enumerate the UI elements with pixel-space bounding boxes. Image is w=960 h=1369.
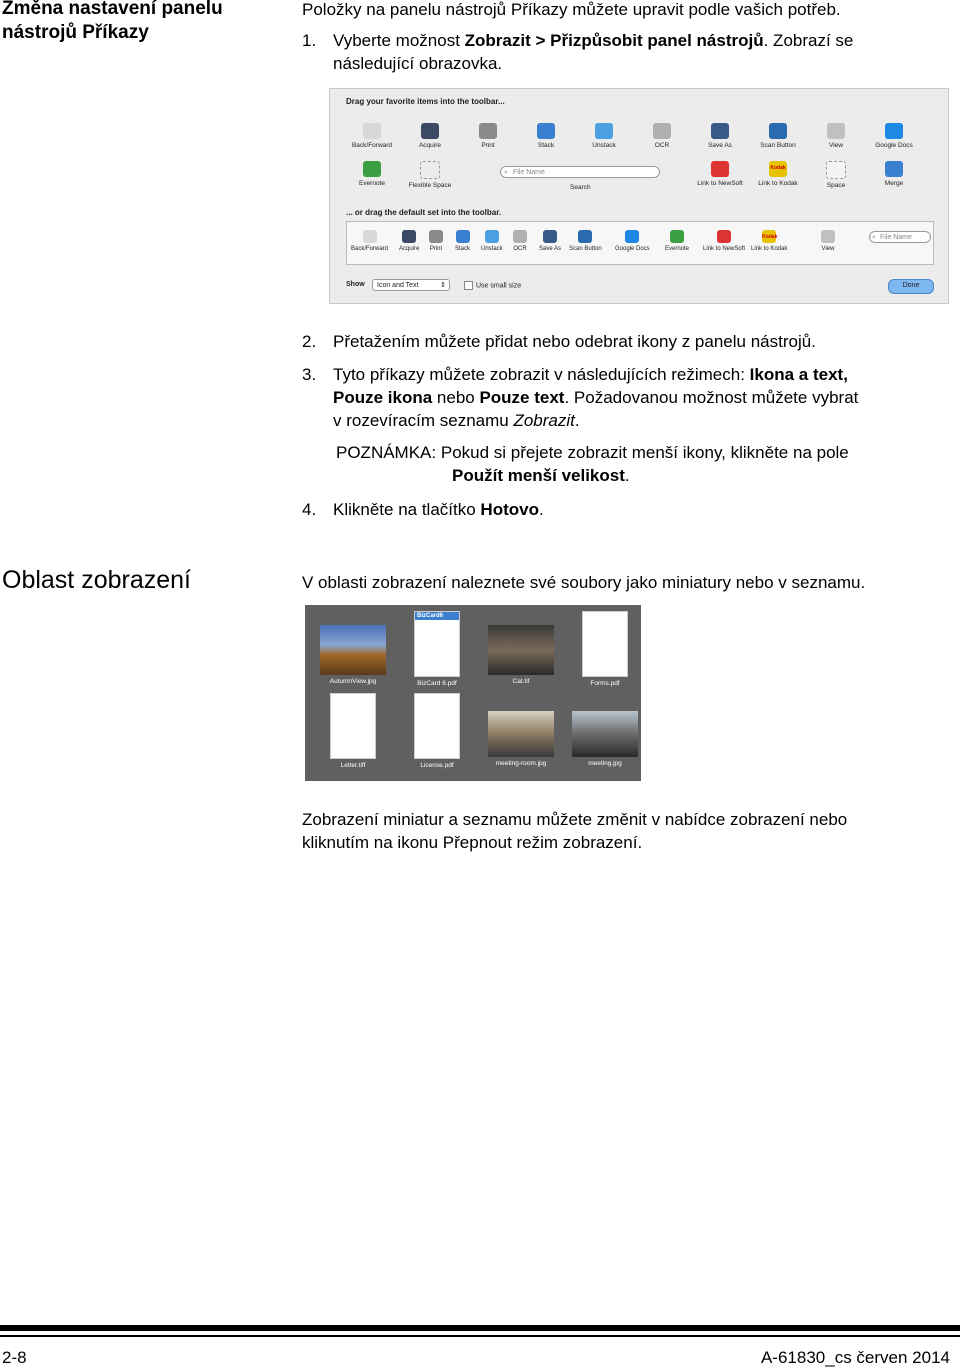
toolbar-intro: Položky na panelu nástrojů Příkazy můžete upravit podle vašich potřeb. (302, 0, 841, 19)
toolbar-item-label: Scan Button (760, 142, 796, 149)
thumbnail-caption: Letter.tiff (340, 762, 366, 769)
note-label: POZNÁMKA: (336, 443, 437, 462)
toolbar-item-back-forward[interactable] (344, 123, 400, 149)
toolbar-item-evernote[interactable] (344, 161, 400, 187)
toolbar-item-default-acquire (399, 230, 419, 252)
toolbar-item-default-link-to-kodak (751, 230, 787, 252)
section-title-toolbar (2, 0, 223, 45)
toolbar-item-label: Evernote (665, 246, 690, 252)
thumbnail-caption: License.pdf (420, 762, 454, 769)
photo-thumbnail-icon (572, 711, 638, 757)
toolbar-item-default-evernote (665, 230, 689, 252)
view-icon (827, 123, 845, 139)
stack-icon (456, 230, 470, 243)
toolbar-item-label: Print (481, 142, 495, 149)
unstack-icon (485, 230, 499, 243)
step-2-number: 2. (302, 332, 317, 351)
newsoft-icon (711, 161, 729, 177)
search-icon: ⌕ (872, 234, 876, 241)
save-icon (711, 123, 729, 139)
toolbar-item-label: Google Docs (615, 246, 650, 252)
toolbar-item-default-back-forward (351, 230, 388, 252)
thumbnail-item[interactable] (479, 693, 563, 767)
thumbnail-view-screenshot (305, 605, 641, 781)
merge-icon (885, 161, 903, 177)
scan-button-icon (769, 123, 787, 139)
toolbar-item-label: View (821, 246, 835, 252)
photo-thumbnail-icon (488, 625, 554, 675)
step-2 (302, 330, 942, 353)
thumbnail-item[interactable] (395, 693, 479, 769)
toolbar-item-google-docs[interactable] (866, 123, 922, 149)
toolbar-item-label: Acquire (418, 142, 442, 149)
flexible-space-icon (420, 161, 440, 179)
toolbar-item-label: Print (429, 246, 443, 252)
toolbar-item-default-view (821, 230, 835, 252)
toolbar-item-label: View (829, 142, 843, 149)
thumbnail-item[interactable] (563, 611, 647, 687)
toolbar-item-link-to-newsoft[interactable] (692, 161, 748, 187)
toolbar-item-default-scan-button (569, 230, 602, 252)
scan-button-icon (578, 230, 592, 243)
back-forward-icon (363, 230, 377, 243)
toolbar-item-unstack[interactable] (576, 123, 632, 149)
pdf-thumbnail-icon (414, 693, 460, 759)
toolbar-item-label: Stack (537, 142, 555, 149)
toolbar-item-label: OCR (513, 246, 527, 252)
display-area-outro (302, 808, 847, 854)
default-file-name-search-field: ⌕ File Name (869, 231, 931, 243)
toolbar-item-label: Save As (539, 246, 562, 252)
use-small-size-checkbox[interactable]: Use small size (464, 281, 521, 290)
footer-rule-thin (0, 1335, 960, 1337)
unstack-icon (595, 123, 613, 139)
toolbar-item-acquire[interactable] (402, 123, 458, 149)
document-thumbnail-icon (330, 693, 376, 759)
stack-icon (537, 123, 555, 139)
thumbnail-item[interactable] (311, 611, 395, 685)
thumbnail-caption: Cat.tif (512, 678, 530, 685)
photo-thumbnail-icon (320, 625, 386, 675)
toolbar-item-default-google-docs (615, 230, 650, 252)
footer-rule-thick (0, 1325, 960, 1331)
toolbar-item-default-stack (455, 230, 470, 252)
toolbar-item-label: Link to Kodak (758, 180, 798, 187)
toolbar-item-save-as[interactable] (692, 123, 748, 149)
bizcard-logo: BizCard6 (415, 612, 459, 620)
toolbar-item-label: Save As (708, 142, 732, 149)
toolbar-item-label: Evernote (358, 180, 386, 187)
evernote-icon (363, 161, 381, 177)
outro-line2: kliknutím na ikonu Přepnout režim zobrazení. (302, 833, 643, 852)
toolbar-item-label: Unstack (481, 246, 503, 252)
customize-toolbar-screenshot (329, 88, 949, 304)
toolbar-item-default-link-to-newsoft (703, 230, 745, 252)
toolbar-item-default-save-as (539, 230, 561, 252)
printer-icon (479, 123, 497, 139)
toolbar-item-stack[interactable] (518, 123, 574, 149)
toolbar-item-space[interactable] (808, 161, 864, 189)
pdf-thumbnail-icon (582, 611, 628, 677)
toolbar-item-label: Back/Forward (351, 246, 389, 252)
toolbar-item-label: Flexible Space (408, 182, 452, 189)
toolbar-item-print[interactable] (460, 123, 516, 149)
drag-favorites-header: Drag your favorite items into the toolbar... (346, 97, 505, 106)
step-3-text: Tyto příkazy můžete zobrazit v následujících režimech: Ikona a text, Pouze ikona nebo Pouze text. Požadovanou možnost můžete vybrat v rozevíracím seznamu Zobrazit. (333, 365, 859, 430)
ocr-icon (513, 230, 527, 243)
toolbar-item-default-unstack (481, 230, 503, 252)
step-1-text: Vyberte možnost Zobrazit > Přizpůsobit panel nástrojů. Zobrazí se následující obrazovka. (333, 31, 854, 73)
search-icon: ⌕ (504, 169, 508, 176)
thumbnail-caption: meeting-room.jpg (495, 760, 547, 767)
thumbnail-caption: meeting.jpg (588, 760, 622, 767)
note-block (336, 441, 936, 487)
search-label: Search (570, 184, 591, 191)
ocr-icon (653, 123, 671, 139)
evernote-icon (670, 230, 684, 243)
toolbar-item-label: Scan Button (569, 246, 602, 252)
toolbar-item-label: Space (826, 182, 846, 189)
thumbnail-caption: AutumnView.jpg (329, 678, 377, 685)
toolbar-item-scan-button[interactable] (750, 123, 806, 149)
pdf-thumbnail-icon (414, 611, 460, 677)
toolbar-item-label: Link to NewSoft (703, 246, 746, 252)
step-4-number: 4. (302, 500, 317, 519)
display-area-intro: V oblasti zobrazení naleznete své soubory jako miniatury nebo v seznamu. (302, 573, 866, 592)
section-title-line1: Změna nastavení panelu (2, 0, 223, 19)
toolbar-item-flexible-space[interactable] (402, 161, 458, 189)
kodak-icon: Kodak (762, 230, 776, 243)
thumbnail-item[interactable] (311, 693, 395, 769)
toolbar-item-label: Stack (455, 246, 471, 252)
show-label: Show (346, 281, 365, 288)
toolbar-item-label: OCR (654, 142, 670, 149)
done-button[interactable]: Done (888, 279, 934, 294)
thumbnail-item[interactable] (563, 693, 647, 767)
newsoft-icon (717, 230, 731, 243)
toolbar-item-default-ocr (513, 230, 527, 252)
outro-line1: Zobrazení miniatur a seznamu můžete změnit v nabídce zobrazení nebo (302, 810, 848, 829)
toolbar-item-default-print (429, 230, 443, 252)
photo-thumbnail-icon (488, 711, 554, 757)
chevron-down-icon: ⇕ (440, 282, 446, 289)
back-forward-icon (363, 123, 381, 139)
thumbnail-caption: Forms.pdf (590, 680, 620, 687)
thumbnail-item[interactable] (395, 611, 479, 687)
toolbar-item-merge[interactable] (866, 161, 922, 187)
step-4 (302, 498, 942, 521)
step-3-number: 3. (302, 365, 317, 384)
thumbnail-item[interactable] (479, 611, 563, 685)
toolbar-item-label: Acquire (399, 246, 420, 252)
document-id: A-61830_cs červen 2014 (760, 1348, 950, 1367)
thumbnail-caption: BizCard 6.pdf (417, 680, 457, 687)
step-4-text: Klikněte na tlačítko Hotovo. (333, 500, 544, 519)
toolbar-item-view[interactable] (808, 123, 864, 149)
section-title-display-area: Oblast zobrazení (2, 566, 191, 594)
google-docs-icon (885, 123, 903, 139)
page-number: 2-8 (2, 1348, 27, 1367)
default-toolbar-set[interactable] (346, 221, 934, 265)
printer-icon (429, 230, 443, 243)
step-1-number: 1. (302, 31, 317, 50)
google-docs-icon (625, 230, 639, 243)
checkbox-icon (464, 281, 473, 290)
step-2-text: Přetažením můžete přidat nebo odebrat ikony z panelu nástrojů. (333, 332, 816, 351)
note-bold-text: Použít menší velikost. (452, 466, 630, 485)
toolbar-item-label: Unstack (592, 142, 616, 149)
toolbar-item-label: Google Docs (875, 142, 913, 149)
toolbar-item-link-to-kodak[interactable] (750, 161, 806, 187)
default-set-header: ... or drag the default set into the toolbar. (346, 208, 502, 217)
toolbar-item-label: Merge (884, 180, 904, 187)
file-name-search-field[interactable]: ⌕ File Name (500, 166, 660, 178)
save-icon (543, 230, 557, 243)
step-3 (302, 363, 942, 432)
scanner-icon (421, 123, 439, 139)
step-1 (302, 29, 942, 75)
kodak-icon: Kodak (769, 161, 787, 177)
note-text: Pokud si přejete zobrazit menší ikony, klikněte na pole (440, 443, 849, 462)
show-mode-select[interactable]: Icon and Text ⇕ (372, 279, 450, 291)
toolbar-item-label: Back/Forward (351, 142, 393, 149)
section-title-line2: nástrojů Příkazy (2, 22, 149, 43)
scanner-icon (402, 230, 416, 243)
space-icon (826, 161, 846, 179)
toolbar-item-ocr[interactable] (634, 123, 690, 149)
view-icon (821, 230, 835, 243)
toolbar-item-label: Link to Kodak (751, 246, 788, 252)
toolbar-item-label: Link to NewSoft (697, 180, 743, 187)
